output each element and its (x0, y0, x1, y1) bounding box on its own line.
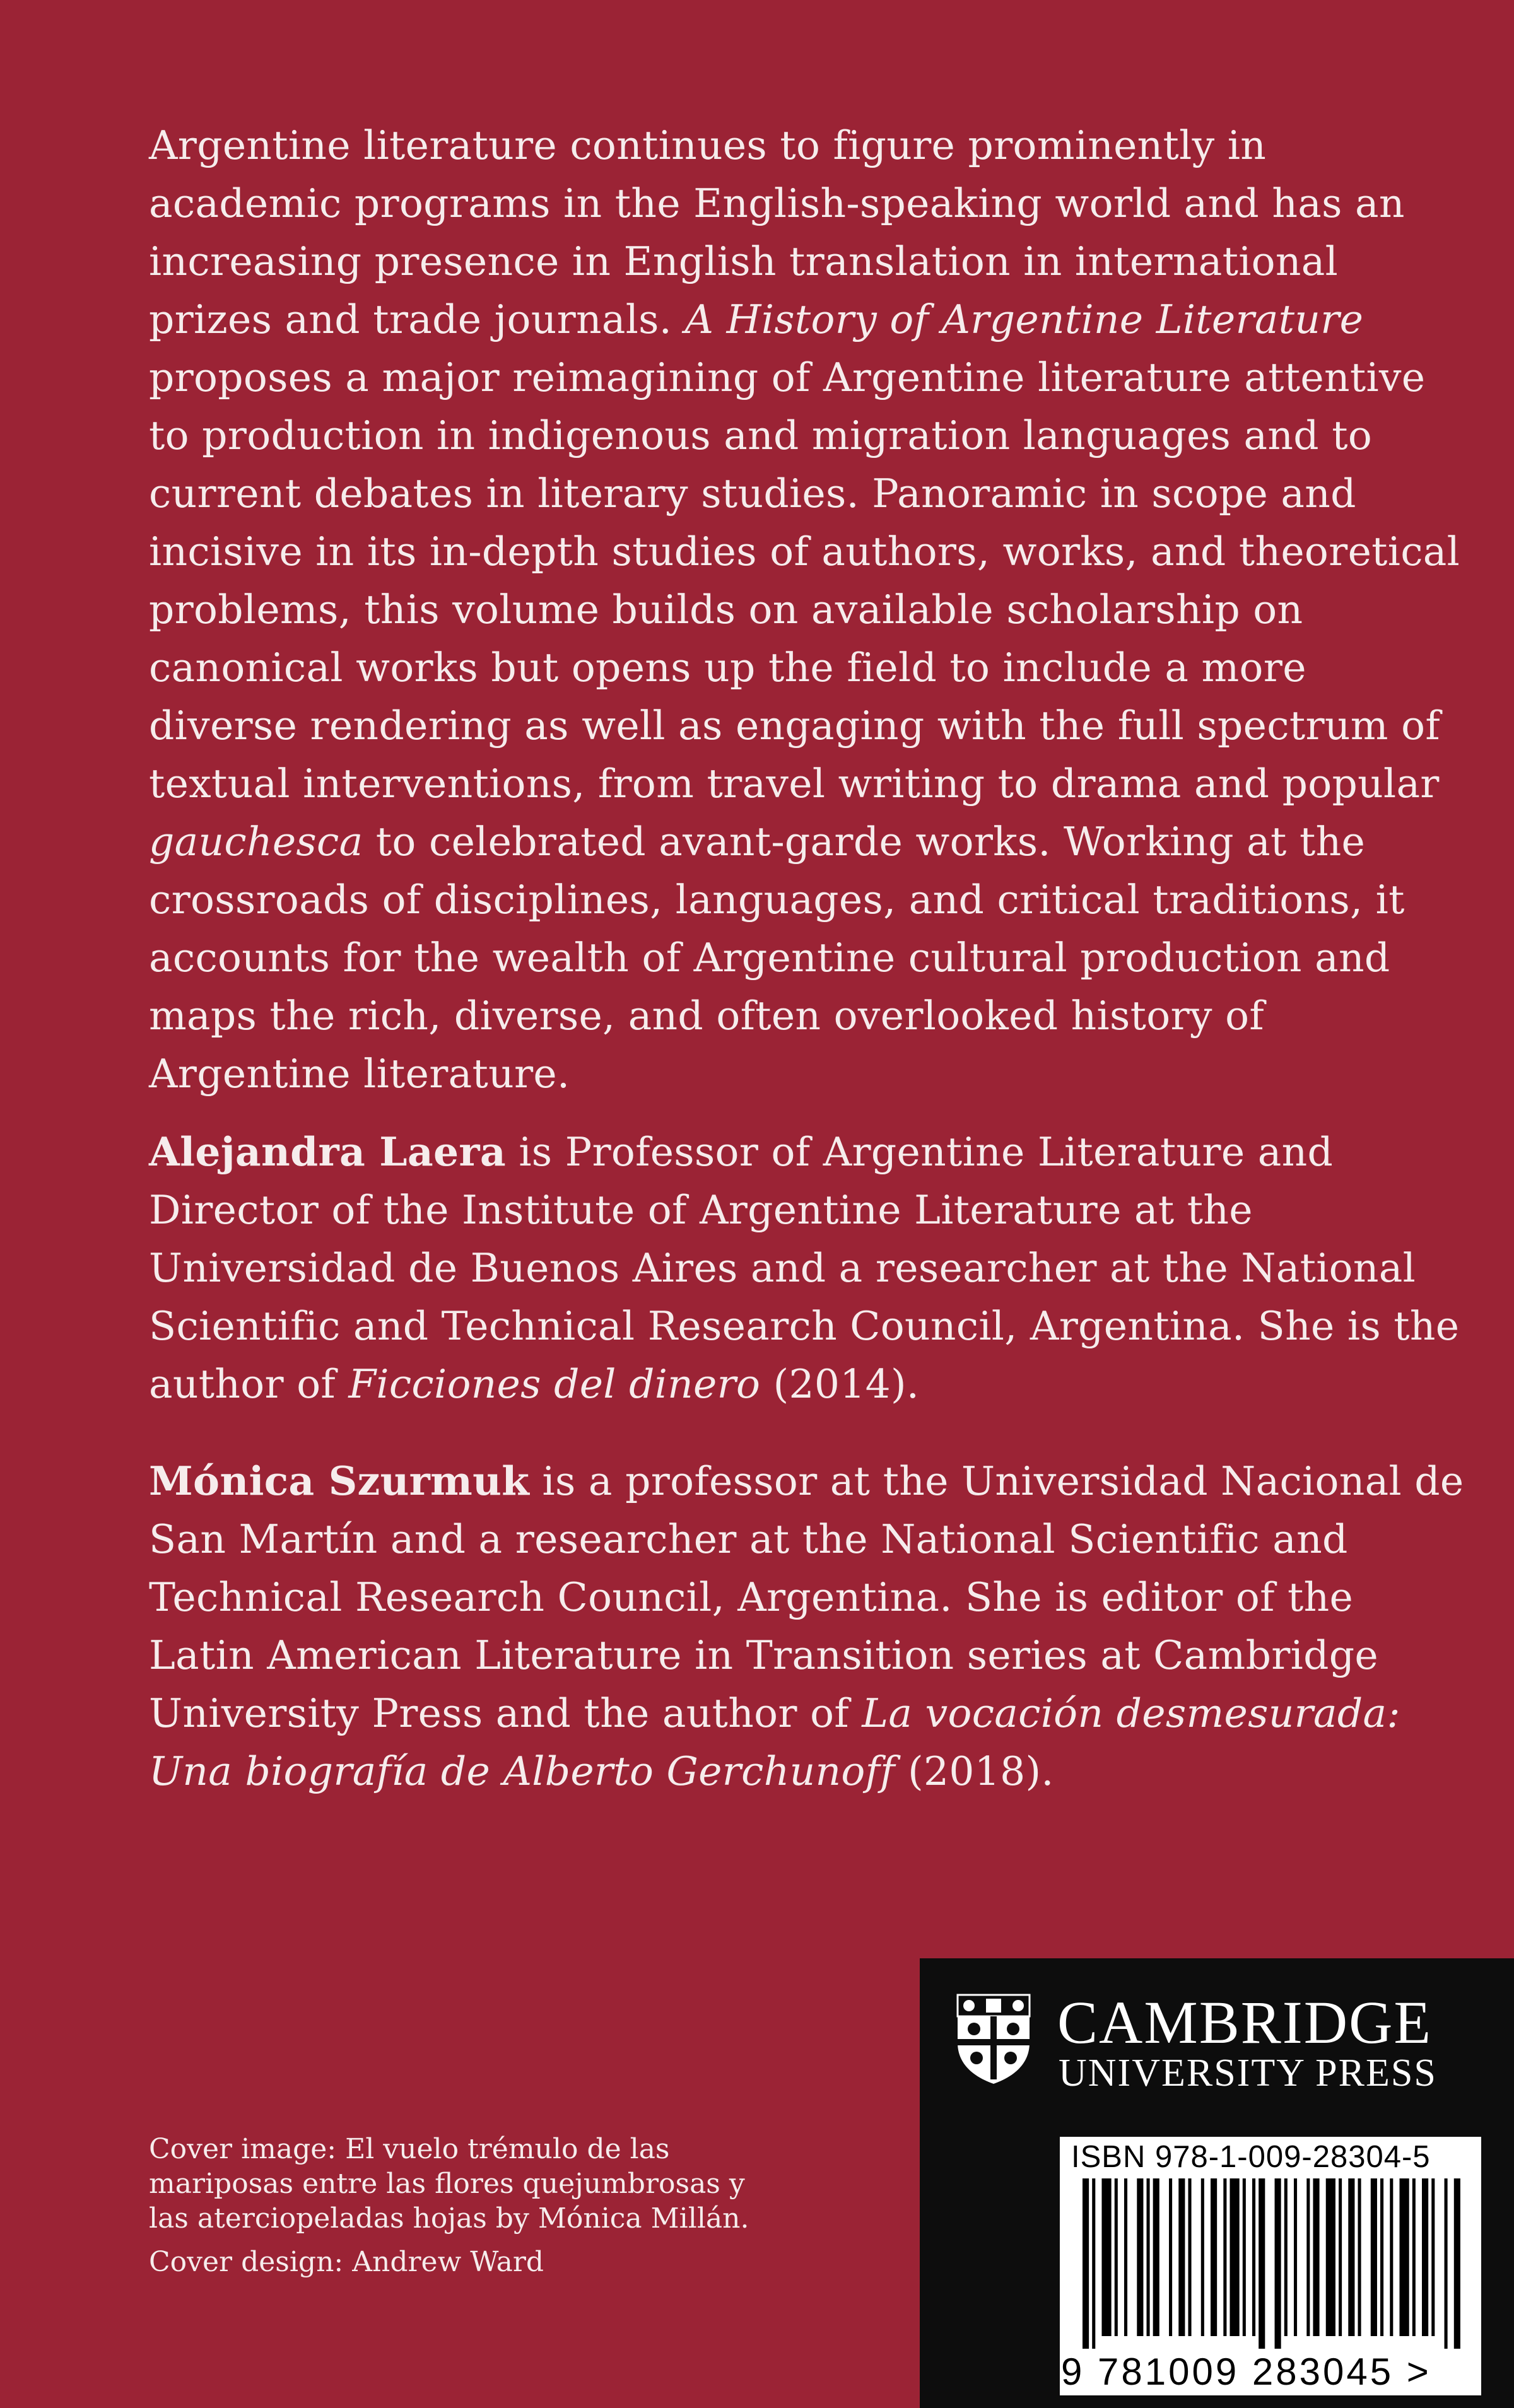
barcode-bar (1371, 2178, 1377, 2336)
barcode-bar (1223, 2178, 1226, 2336)
barcode-bar (1243, 2178, 1246, 2336)
bio-laera (149, 1123, 1467, 1413)
barcode-bar (1252, 2178, 1255, 2336)
barcode-bar (1188, 2178, 1191, 2336)
gauchesca-term: gauchesca (149, 819, 363, 865)
barcode-bar (1147, 2178, 1150, 2336)
bio-laera-year: (2014). (760, 1361, 920, 1407)
barcode-bar (1201, 2178, 1204, 2336)
publisher-name: CAMBRIDGE (1057, 1989, 1433, 2056)
barcode-bar (1229, 2178, 1239, 2336)
barcode-bar (1454, 2178, 1460, 2349)
blurb-text-3: to celebrated avant-garde works. Working at the crossroads of disciplines, languages, and critical traditions, it accounts for the wealth of Argentine cultural production and maps the rich, diverse, and often overlooked history of Argentine literature. (149, 819, 1405, 1097)
cover-credits (149, 2132, 780, 2279)
blurb-text-1: Argentine literature continues to figure prominently in academic programs in the English-speaking world and has an increasing presence in English translation in international prizes and trade journals. (149, 122, 1405, 342)
bio-szurmuk-text: is a professor at the Universidad Nacional de San Martín and a researcher at the National Scientific and Technical Research Council, Argentina. She is editor of the Latin American Literature in Transition series at Cambridge University Press and the author of (149, 1458, 1464, 1736)
barcode-bar (1399, 2178, 1409, 2336)
bio-szurmuk (149, 1452, 1467, 1801)
barcode-bar (1124, 2178, 1127, 2336)
cover-design-credit: Cover design: Andrew Ward (149, 2246, 544, 2278)
bio-laera-text: is Professor of Argentine Literature and Director of the Institute of Argentine Literature at the Universidad de Buenos Aires and a researcher at the National Scientific and Technical Research Council, Argentina. She is the author of (149, 1129, 1460, 1407)
barcode-bar (1358, 2178, 1361, 2336)
barcode-bar (1092, 2178, 1095, 2349)
barcode-bar (1275, 2178, 1281, 2349)
isbn-text: ISBN 978-1-009-28304-5 (1071, 2140, 1431, 2174)
barcode-bar (1169, 2178, 1172, 2336)
barcode-bar (1306, 2178, 1310, 2336)
author-name-laera: Alejandra Laera (149, 1128, 507, 1175)
publisher-panel (920, 1958, 1514, 2408)
barcode-bar (1445, 2178, 1448, 2349)
barcode-bar (1115, 2178, 1118, 2336)
barcode-bars (1083, 2178, 1464, 2349)
barcode-number: 9 781009 283045 > (1061, 2351, 1431, 2393)
barcode-bar (1326, 2178, 1335, 2336)
barcode-bar (1431, 2178, 1435, 2336)
barcode-bar (1422, 2178, 1428, 2336)
barcode-bar (1137, 2178, 1143, 2336)
publisher-logo (956, 1989, 1499, 2095)
cover-image-credit: Cover image: El vuelo trémulo de las mariposas entre las flores quejumbrosas y las aterciopeladas hojas by Mónica Millán. (149, 2133, 749, 2235)
bio-szurmuk-book: La vocación desmesurada: Una biografía de Alberto Gerchunoff (149, 1690, 1400, 1794)
barcode-bar (1178, 2178, 1185, 2336)
barcode-bar (1348, 2178, 1354, 2336)
bio-laera-book: Ficciones del dinero (348, 1361, 761, 1407)
barcode-bar (1211, 2178, 1217, 2336)
barcode-bar (1380, 2178, 1383, 2336)
barcode-bar (1313, 2178, 1319, 2336)
publisher-subname: UNIVERSITY PRESS (1059, 2052, 1437, 2095)
barcode-bar (1339, 2178, 1342, 2336)
blurb-paragraph (149, 117, 1467, 1103)
barcode-bar (1390, 2178, 1393, 2336)
barcode-bar (1101, 2178, 1111, 2336)
barcode-bar (1083, 2178, 1089, 2349)
author-name-szurmuk: Mónica Szurmuk (149, 1458, 530, 1504)
barcode-bar (1294, 2178, 1297, 2336)
barcode-bar (1259, 2178, 1265, 2349)
bio-szurmuk-year: (2018). (895, 1748, 1054, 1794)
barcode-bar (1284, 2178, 1288, 2336)
blurb-text-2: proposes a major reimagining of Argentine literature attentive to production in indigenous and migration languages and to current debates in literary studies. Panoramic in scope and incisive in its in-depth studies of authors, works, and theoretical problems, this volume builds on available scholarship on canonical works but opens up the field to include a more diverse rendering as well as engaging with the full spectrum of textual interventions, from travel writing to drama and popular (149, 354, 1460, 807)
barcode-bar (1153, 2178, 1159, 2336)
barcode-bar (1412, 2178, 1416, 2336)
barcode-label (1060, 2137, 1481, 2395)
cambridge-shield-icon (956, 1994, 1031, 2085)
book-title: A History of Argentine Literature (684, 296, 1364, 342)
